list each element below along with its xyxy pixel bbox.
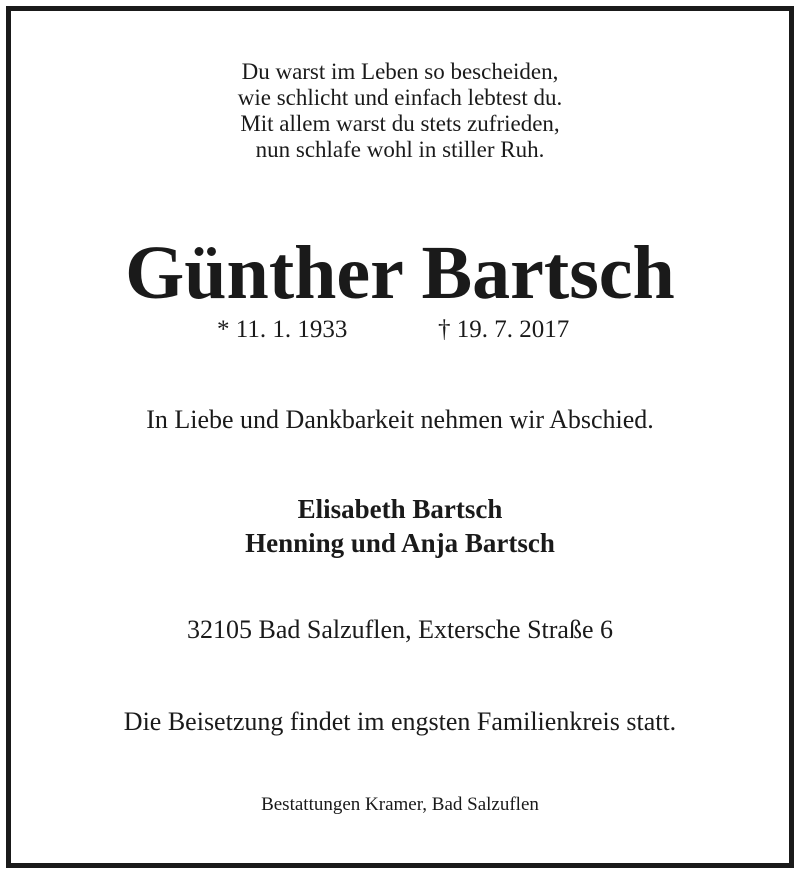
address-text: 32105 Bad Salzuflen, Extersche Straße 6 <box>187 615 613 644</box>
death-date: † 19. 7. 2017 <box>438 316 570 343</box>
verse-line-3: Mit allem warst du stets zufrieden, <box>240 111 560 136</box>
undertaker-text: Bestattungen Kramer, Bad Salzuflen <box>261 794 539 815</box>
verse-line-2: wie schlicht und einfach lebtest du. <box>237 85 563 110</box>
mourner-2: Henning und Anja Bartsch <box>245 528 555 558</box>
deceased-name: Günther Bartsch <box>125 231 675 315</box>
birth-date: * 11. 1. 1933 <box>217 316 348 343</box>
farewell-text: In Liebe und Dankbarkeit nehmen wir Abschied. <box>146 405 654 434</box>
verse-line-4: nun schlafe wohl in stiller Ruh. <box>255 137 545 162</box>
mourner-1: Elisabeth Bartsch <box>297 494 503 524</box>
verse-line-1: Du warst im Leben so bescheiden, <box>241 59 559 84</box>
funeral-note: Die Beisetzung findet im engsten Familienkreis statt. <box>123 707 677 736</box>
